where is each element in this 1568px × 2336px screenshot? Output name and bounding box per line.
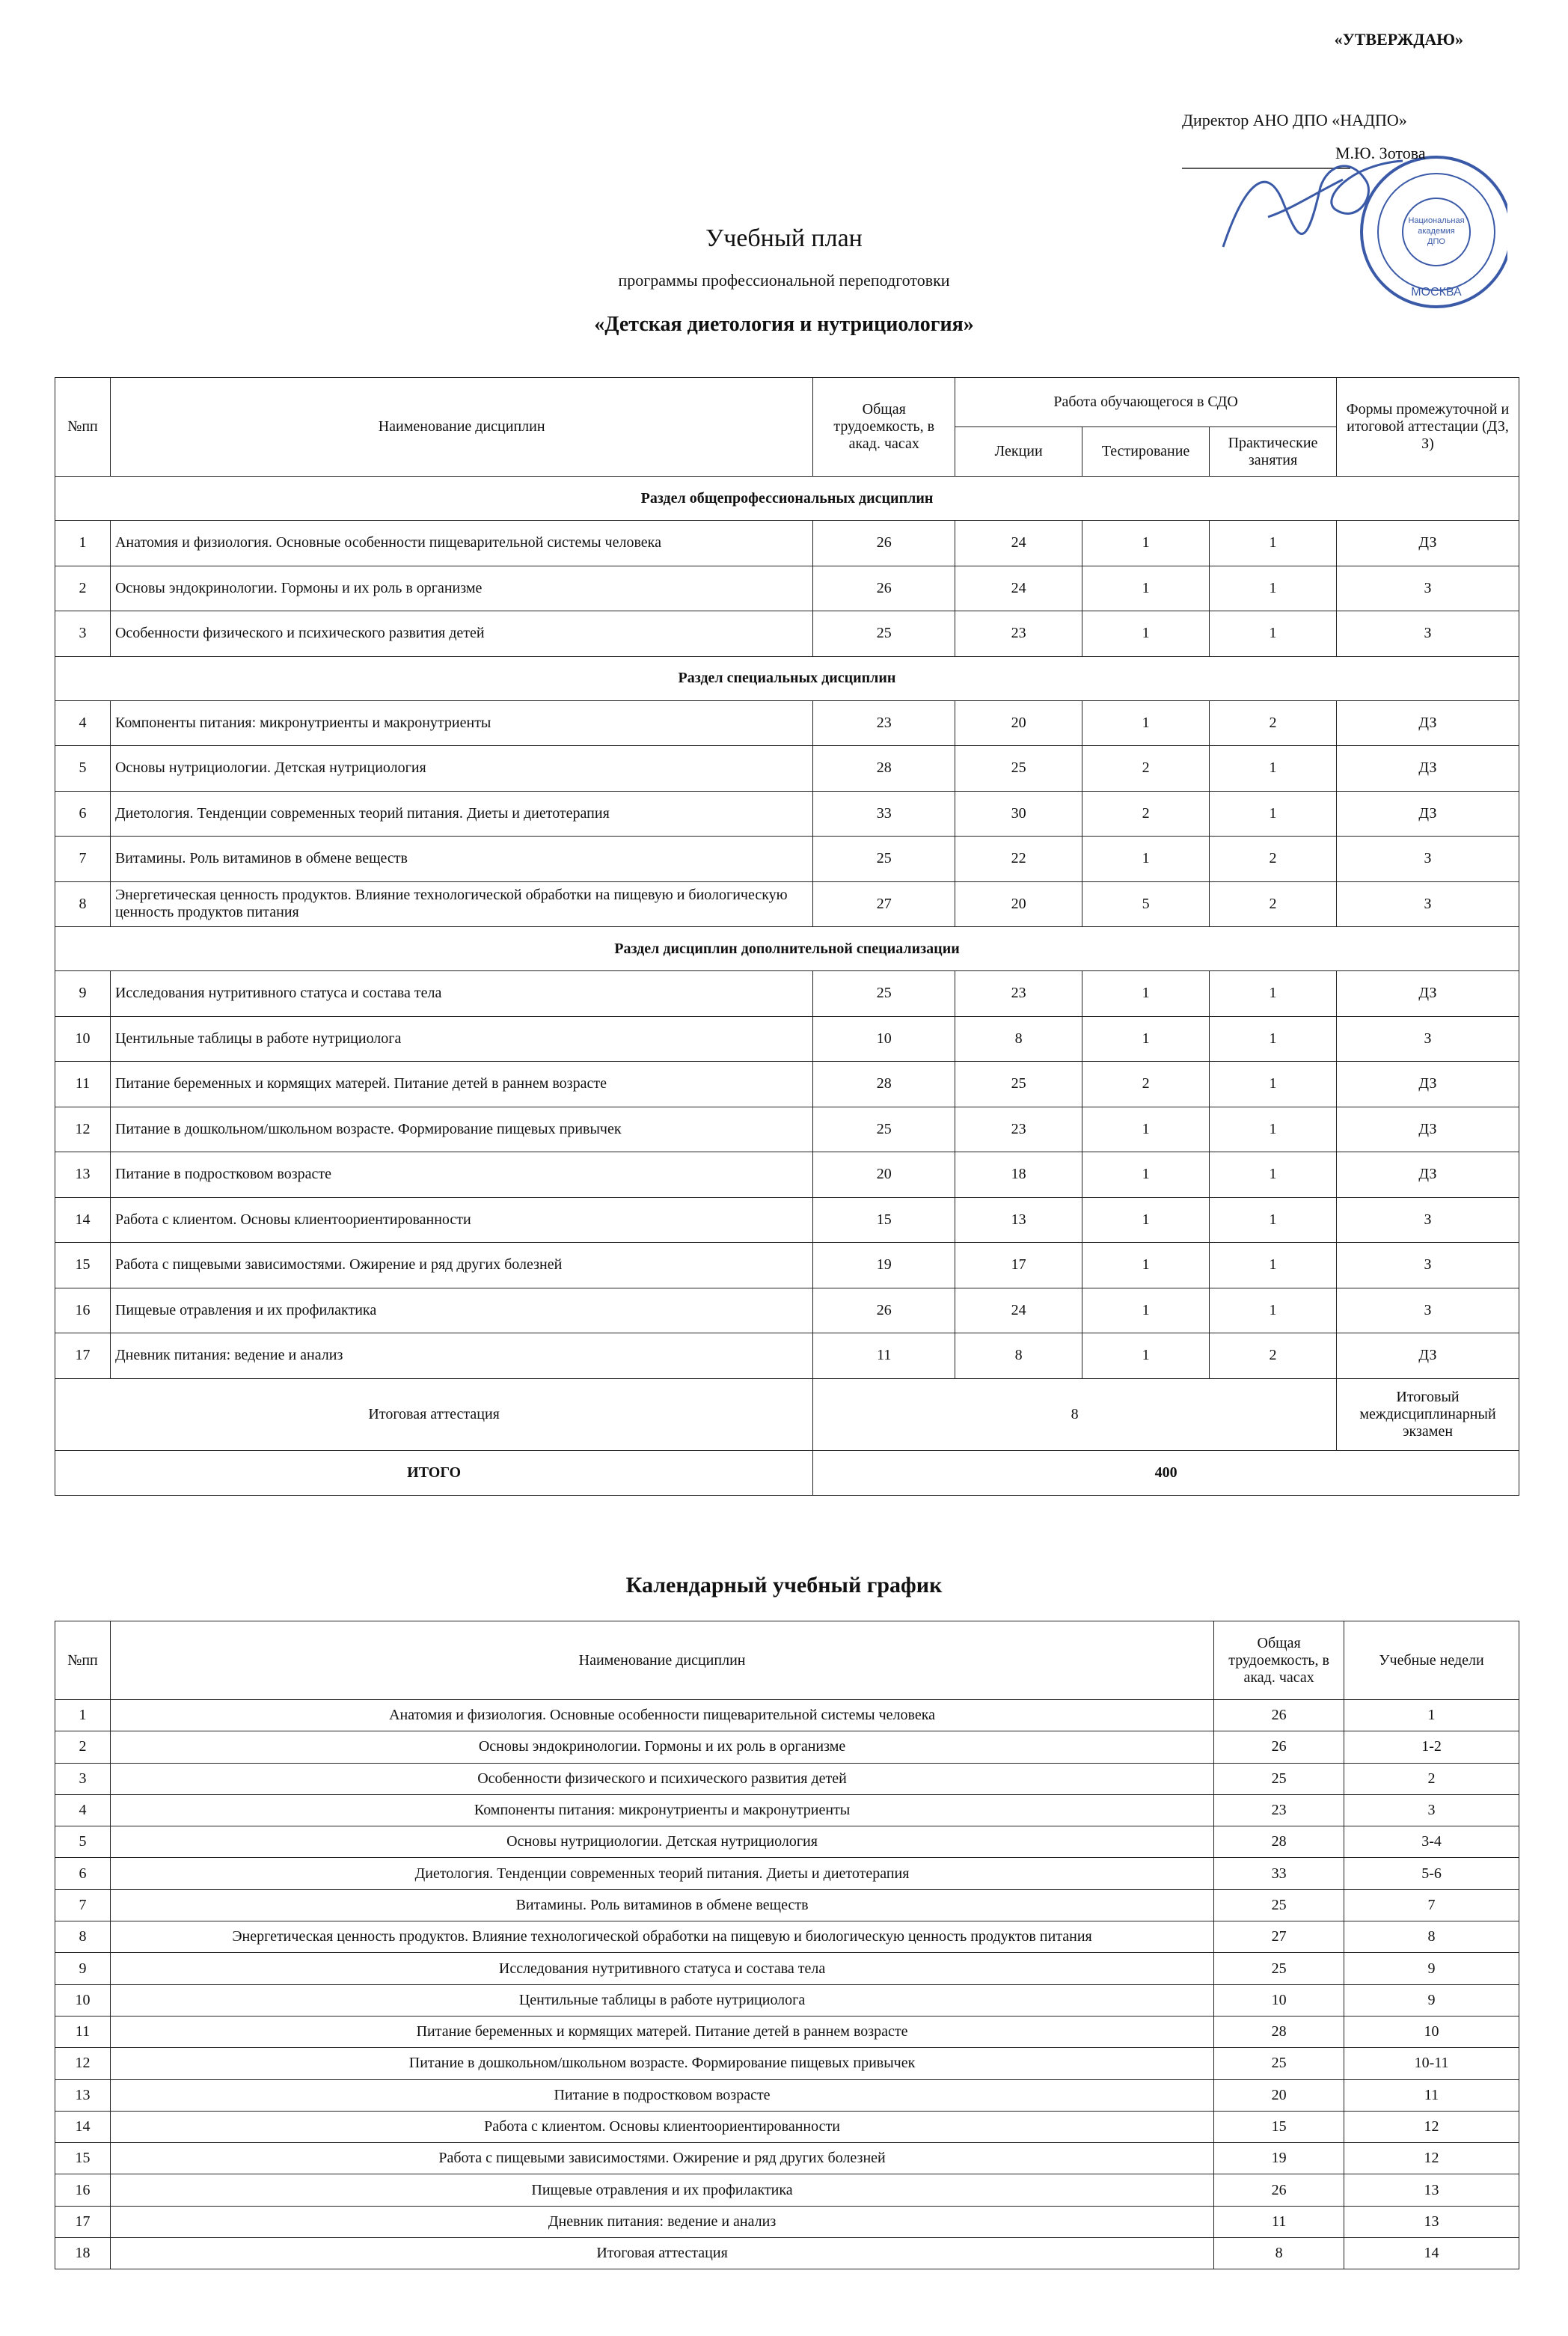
total-hours: 11 [813,1333,955,1379]
lecture-hours: 22 [955,837,1082,882]
row-number: 16 [55,1288,111,1333]
practice-hours: 1 [1210,971,1337,1017]
study-weeks: 1-2 [1344,1731,1519,1763]
attestation-form: З [1337,611,1519,657]
total-hours: 26 [1214,2174,1344,2206]
col-forms: Формы промежуточной и итоговой аттестации (ДЗ, З) [1337,378,1519,477]
calendar-row [55,2174,1519,2206]
calendar-row [55,2016,1519,2047]
svg-text:ДПО: ДПО [1427,237,1445,246]
attestation-form: ДЗ [1337,521,1519,566]
row-number: 15 [55,2143,111,2174]
lecture-hours: 23 [955,1107,1082,1152]
study-weeks: 9 [1344,1953,1519,1984]
total-hours: 11 [1214,2206,1344,2237]
practice-hours: 1 [1210,1152,1337,1198]
practice-hours: 1 [1210,566,1337,611]
cal-col-name: Наименование дисциплин [110,1621,1213,1700]
practice-hours: 1 [1210,611,1337,657]
practice-hours: 2 [1210,1333,1337,1379]
calendar-title: Календарный учебный график [625,1573,943,1597]
calendar-row [55,1763,1519,1794]
discipline-name: Питание в дошкольном/школьном возрасте. Формирование пищевых привычек [110,1107,812,1152]
total-row [55,1450,1519,1495]
row-number: 16 [55,2174,111,2206]
approval-label: «УТВЕРЖДАЮ» [1334,30,1463,49]
table-row [55,1152,1519,1198]
page-title: Учебный план [705,224,863,252]
practice-hours: 1 [1210,521,1337,566]
attestation-form: З [1337,1016,1519,1062]
discipline-name: Компоненты питания: микронутриенты и макронутриенты [110,1794,1213,1826]
practice-hours: 2 [1210,700,1337,746]
calendar-row [55,1700,1519,1731]
calendar-table [55,1621,1519,2269]
calendar-row [55,1731,1519,1763]
curriculum-table [55,377,1519,1496]
section-title: Раздел общепрофессиональных дисциплин [55,477,1519,521]
attestation-form: ДЗ [1337,746,1519,792]
practice-hours: 1 [1210,1197,1337,1243]
table-row [55,791,1519,837]
svg-text:МОСКВА: МОСКВА [1411,286,1462,299]
discipline-name: Диетология. Тенденции современных теорий питания. Диеты и диетотерапия [110,791,812,837]
page-subtitle: программы профессиональной переподготовки [618,271,950,290]
section-row [55,927,1519,971]
total-hours: 19 [813,1243,955,1288]
row-number: 14 [55,1197,111,1243]
total-hours: 27 [1214,1921,1344,1953]
final-label: Итоговая аттестация [55,1378,813,1450]
row-number: 9 [55,1953,111,1984]
row-number: 14 [55,2111,111,2142]
col-total: Общая трудоемкость, в акад. часах [813,378,955,477]
calendar-row [55,2206,1519,2237]
practice-hours: 1 [1210,1062,1337,1107]
table-row [55,746,1519,792]
calendar-row [55,2238,1519,2269]
study-weeks: 11 [1344,2079,1519,2111]
table-row [55,881,1519,927]
total-hours: 25 [1214,1889,1344,1921]
attestation-form: З [1337,1243,1519,1288]
test-hours: 1 [1082,700,1210,746]
total-hours: 26 [813,521,955,566]
discipline-name: Основы нутрициологии. Детская нутрициология [110,1826,1213,1858]
test-hours: 2 [1082,791,1210,837]
attestation-form: ДЗ [1337,1062,1519,1107]
test-hours: 1 [1082,1197,1210,1243]
total-hours: 20 [1214,2079,1344,2111]
total-hours: 28 [1214,2016,1344,2047]
discipline-name: Анатомия и физиология. Основные особенности пищеварительной системы человека [110,521,812,566]
row-number: 3 [55,611,111,657]
section-row [55,477,1519,521]
discipline-name: Работа с клиентом. Основы клиентоориентированности [110,1197,812,1243]
total-hours: 25 [1214,2048,1344,2079]
total-label: ИТОГО [55,1450,813,1495]
study-weeks: 1 [1344,1700,1519,1731]
calendar-row [55,1889,1519,1921]
study-weeks: 9 [1344,1984,1519,2016]
total-hours: 10 [1214,1984,1344,2016]
lecture-hours: 13 [955,1197,1082,1243]
total-hours: 26 [1214,1700,1344,1731]
lecture-hours: 18 [955,1152,1082,1198]
row-number: 11 [55,1062,111,1107]
approver-position: Директор АНО ДПО «НАДПО» [1182,111,1407,129]
final-attestation-row [55,1378,1519,1450]
attestation-form: З [1337,566,1519,611]
table-row [55,611,1519,657]
practice-hours: 2 [1210,837,1337,882]
calendar-row [55,2143,1519,2174]
row-number: 17 [55,2206,111,2237]
row-number: 15 [55,1243,111,1288]
discipline-name: Энергетическая ценность продуктов. Влияние технологической обработки на пищевую и биологическую ценность продуктов питания [110,881,812,927]
practice-hours: 1 [1210,791,1337,837]
row-number: 18 [55,2238,111,2269]
col-name: Наименование дисциплин [110,378,812,477]
discipline-name: Центильные таблицы в работе нутрициолога [110,1984,1213,2016]
test-hours: 2 [1082,1062,1210,1107]
total-hours: 26 [1214,1731,1344,1763]
table-row [55,1197,1519,1243]
row-number: 9 [55,971,111,1017]
lecture-hours: 24 [955,1288,1082,1333]
study-weeks: 2 [1344,1763,1519,1794]
study-weeks: 10-11 [1344,2048,1519,2079]
section-title: Раздел специальных дисциплин [55,656,1519,700]
lecture-hours: 25 [955,1062,1082,1107]
table-row [55,1243,1519,1288]
total-hours: 33 [813,791,955,837]
discipline-name: Основы эндокринологии. Гормоны и их роль в организме [110,566,812,611]
study-weeks: 5-6 [1344,1858,1519,1889]
attestation-form: ДЗ [1337,1333,1519,1379]
col-lectures: Лекции [955,427,1082,477]
total-hours: 25 [813,837,955,882]
test-hours: 1 [1082,566,1210,611]
practice-hours: 1 [1210,1016,1337,1062]
total-hours: 19 [1214,2143,1344,2174]
practice-hours: 1 [1210,1107,1337,1152]
program-name: «Детская диетология и нутрициология» [594,313,974,336]
lecture-hours: 30 [955,791,1082,837]
total-hours: 23 [1214,1794,1344,1826]
calendar-row [55,2111,1519,2142]
row-number: 10 [55,1016,111,1062]
section-title: Раздел дисциплин дополнительной специализации [55,927,1519,971]
practice-hours: 1 [1210,1288,1337,1333]
discipline-name: Пищевые отравления и их профилактика [110,1288,812,1333]
total-hours: 25 [813,611,955,657]
table-row [55,1333,1519,1379]
test-hours: 1 [1082,1243,1210,1288]
row-number: 12 [55,1107,111,1152]
attestation-form: ДЗ [1337,1107,1519,1152]
test-hours: 1 [1082,1333,1210,1379]
total-hours: 23 [813,700,955,746]
lecture-hours: 20 [955,881,1082,927]
row-number: 6 [55,791,111,837]
discipline-name: Компоненты питания: микронутриенты и макронутриенты [110,700,812,746]
total-hours: 10 [813,1016,955,1062]
cal-col-total: Общая трудоемкость, в акад. часах [1214,1621,1344,1700]
discipline-name: Питание в подростковом возрасте [110,1152,812,1198]
discipline-name: Работа с пищевыми зависимостями. Ожирение и ряд других болезней [110,1243,812,1288]
study-weeks: 13 [1344,2206,1519,2237]
total-hours: 25 [1214,1953,1344,1984]
attestation-form: ДЗ [1337,700,1519,746]
total-hours: 15 [1214,2111,1344,2142]
study-weeks: 12 [1344,2143,1519,2174]
calendar-row [55,1794,1519,1826]
row-number: 5 [55,1826,111,1858]
table-row [55,1062,1519,1107]
test-hours: 1 [1082,1152,1210,1198]
total-hours: 25 [813,971,955,1017]
table-row [55,971,1519,1017]
test-hours: 2 [1082,746,1210,792]
lecture-hours: 24 [955,566,1082,611]
row-number: 7 [55,1889,111,1921]
practice-hours: 1 [1210,746,1337,792]
signer-name: М.Ю. Зотова [1335,144,1426,162]
calendar-row [55,1953,1519,1984]
lecture-hours: 8 [955,1333,1082,1379]
section-row [55,656,1519,700]
row-number: 1 [55,1700,111,1731]
row-number: 4 [55,1794,111,1826]
calendar-row [55,1858,1519,1889]
row-number: 17 [55,1333,111,1379]
discipline-name: Исследования нутритивного статуса и состава тела [110,1953,1213,1984]
total-hours: 28 [813,1062,955,1107]
study-weeks: 14 [1344,2238,1519,2269]
study-weeks: 12 [1344,2111,1519,2142]
row-number: 2 [55,566,111,611]
col-num: №пп [55,378,111,477]
discipline-name: Итоговая аттестация [110,2238,1213,2269]
table-row [55,1107,1519,1152]
calendar-row [55,2048,1519,2079]
row-number: 10 [55,1984,111,2016]
lecture-hours: 23 [955,611,1082,657]
row-number: 7 [55,837,111,882]
table-row [55,700,1519,746]
study-weeks: 3-4 [1344,1826,1519,1858]
study-weeks: 13 [1344,2174,1519,2206]
attestation-form: З [1337,881,1519,927]
test-hours: 1 [1082,1016,1210,1062]
discipline-name: Работа с пищевыми зависимостями. Ожирение и ряд других болезней [110,2143,1213,2174]
test-hours: 1 [1082,1288,1210,1333]
row-number: 6 [55,1858,111,1889]
test-hours: 1 [1082,837,1210,882]
study-weeks: 10 [1344,2016,1519,2047]
cal-col-num: №пп [55,1621,111,1700]
row-number: 12 [55,2048,111,2079]
col-tests: Тестирование [1082,427,1210,477]
discipline-name: Пищевые отравления и их профилактика [110,2174,1213,2206]
row-number: 13 [55,2079,111,2111]
col-practice: Практические занятия [1210,427,1337,477]
calendar-row [55,1921,1519,1953]
table-row [55,1288,1519,1333]
lecture-hours: 24 [955,521,1082,566]
discipline-name: Питание беременных и кормящих матерей. Питание детей в раннем возрасте [110,1062,812,1107]
discipline-name: Особенности физического и психического развития детей [110,611,812,657]
lecture-hours: 17 [955,1243,1082,1288]
row-number: 3 [55,1763,111,1794]
discipline-name: Основы нутрициологии. Детская нутрициология [110,746,812,792]
svg-text:Национальная: Национальная [1408,216,1465,225]
study-weeks: 3 [1344,1794,1519,1826]
row-number: 11 [55,2016,111,2047]
total-hours: 25 [1214,1763,1344,1794]
practice-hours: 2 [1210,881,1337,927]
discipline-name: Работа с клиентом. Основы клиентоориентированности [110,2111,1213,2142]
attestation-form: З [1337,1288,1519,1333]
total-hours: 33 [1214,1858,1344,1889]
attestation-form: ДЗ [1337,1152,1519,1198]
row-number: 8 [55,1921,111,1953]
discipline-name: Дневник питания: ведение и анализ [110,1333,812,1379]
discipline-name: Питание в подростковом возрасте [110,2079,1213,2111]
discipline-name: Особенности физического и психического развития детей [110,1763,1213,1794]
test-hours: 1 [1082,971,1210,1017]
row-number: 13 [55,1152,111,1198]
svg-text:академия: академия [1418,227,1455,236]
table-row [55,1016,1519,1062]
discipline-name: Витамины. Роль витаминов в обмене веществ [110,837,812,882]
test-hours: 1 [1082,521,1210,566]
discipline-name: Витамины. Роль витаминов в обмене веществ [110,1889,1213,1921]
total-hours: 400 [813,1450,1519,1495]
final-hours: 8 [813,1378,1337,1450]
lecture-hours: 8 [955,1016,1082,1062]
total-hours: 26 [813,1288,955,1333]
table-row [55,566,1519,611]
row-number: 1 [55,521,111,566]
lecture-hours: 20 [955,700,1082,746]
discipline-name: Дневник питания: ведение и анализ [110,2206,1213,2237]
practice-hours: 1 [1210,1243,1337,1288]
study-weeks: 7 [1344,1889,1519,1921]
discipline-name: Энергетическая ценность продуктов. Влияние технологической обработки на пищевую и биологическую ценность продуктов питания [110,1921,1213,1953]
row-number: 4 [55,700,111,746]
lecture-hours: 25 [955,746,1082,792]
row-number: 2 [55,1731,111,1763]
test-hours: 1 [1082,1107,1210,1152]
row-number: 8 [55,881,111,927]
calendar-row [55,2079,1519,2111]
study-weeks: 8 [1344,1921,1519,1953]
attestation-form: ДЗ [1337,971,1519,1017]
total-hours: 25 [813,1107,955,1152]
total-hours: 20 [813,1152,955,1198]
test-hours: 1 [1082,611,1210,657]
discipline-name: Основы эндокринологии. Гормоны и их роль в организме [110,1731,1213,1763]
total-hours: 15 [813,1197,955,1243]
discipline-name: Диетология. Тенденции современных теорий питания. Диеты и диетотерапия [110,1858,1213,1889]
total-hours: 28 [813,746,955,792]
discipline-name: Исследования нутритивного статуса и состава тела [110,971,812,1017]
total-hours: 28 [1214,1826,1344,1858]
total-hours: 27 [813,881,955,927]
discipline-name: Анатомия и физиология. Основные особенности пищеварительной системы человека [110,1700,1213,1731]
cal-col-weeks: Учебные недели [1344,1621,1519,1700]
table-row [55,521,1519,566]
lecture-hours: 23 [955,971,1082,1017]
discipline-name: Питание беременных и кормящих матерей. Питание детей в раннем возрасте [110,2016,1213,2047]
table-row [55,837,1519,882]
col-work: Работа обучающегося в СДО [955,378,1337,427]
attestation-form: З [1337,1197,1519,1243]
discipline-name: Питание в дошкольном/школьном возрасте. Формирование пищевых привычек [110,2048,1213,2079]
attestation-form: З [1337,837,1519,882]
test-hours: 5 [1082,881,1210,927]
discipline-name: Центильные таблицы в работе нутрициолога [110,1016,812,1062]
attestation-form: ДЗ [1337,791,1519,837]
calendar-row [55,1984,1519,2016]
final-form: Итоговый междисциплинарный экзамен [1337,1378,1519,1450]
row-number: 5 [55,746,111,792]
calendar-row [55,1826,1519,1858]
total-hours: 8 [1214,2238,1344,2269]
total-hours: 26 [813,566,955,611]
